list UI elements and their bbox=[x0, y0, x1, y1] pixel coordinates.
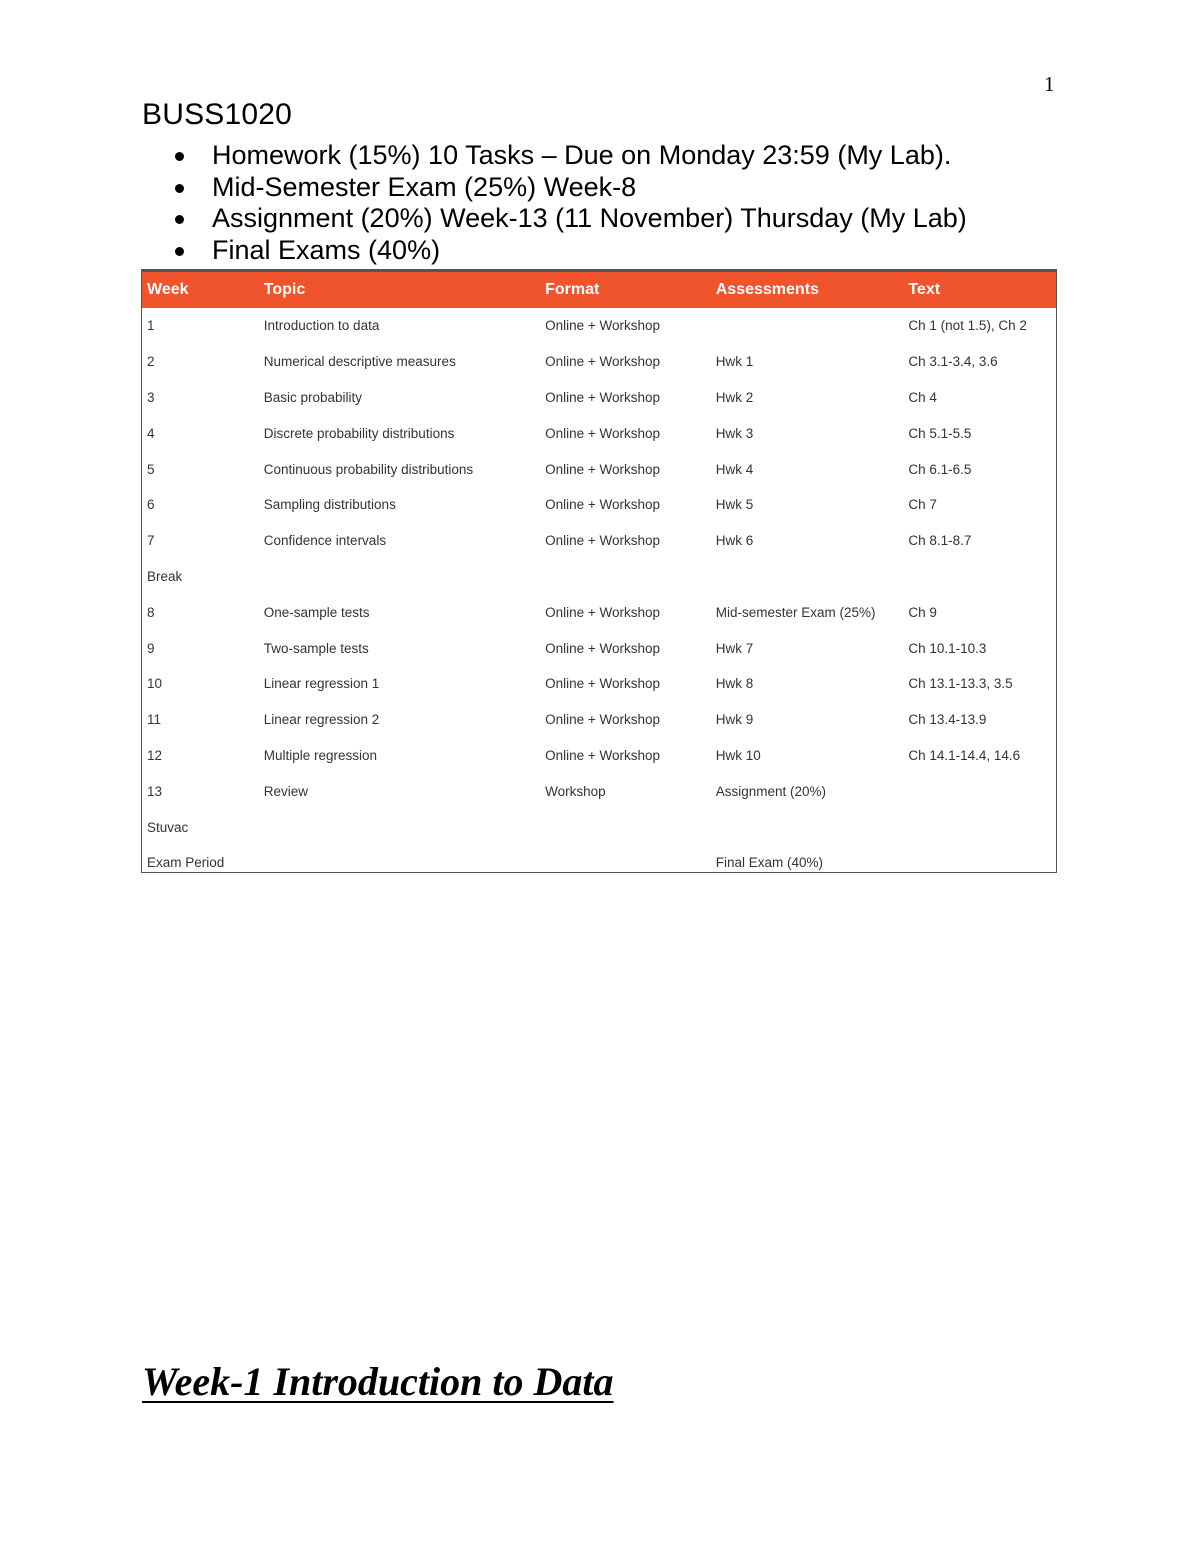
header-assessments: Assessments bbox=[715, 281, 819, 298]
schedule-header-row bbox=[142, 270, 1056, 308]
cell-week: 9 bbox=[147, 640, 155, 656]
page-number: 1 bbox=[1044, 72, 1055, 96]
cell-week: 1 bbox=[147, 318, 155, 334]
bullet-icon bbox=[175, 215, 184, 224]
cell-week: 13 bbox=[147, 783, 163, 799]
cell-topic: Numerical descriptive measures bbox=[263, 354, 456, 370]
cell-topic: Multiple regression bbox=[263, 747, 378, 763]
cell-topic: Linear regression 1 bbox=[263, 676, 380, 692]
cell-format: Online + Workshop bbox=[545, 497, 661, 513]
cell-assessments: Hwk 10 bbox=[715, 747, 761, 763]
assessment-summary-item bbox=[142, 172, 967, 204]
cell-week: 6 bbox=[147, 497, 155, 513]
assessment-summary-item bbox=[142, 140, 967, 172]
cell-assessments: Final Exam (40%) bbox=[715, 855, 824, 871]
cell-assessments: Hwk 9 bbox=[715, 712, 754, 728]
table-row bbox=[142, 487, 1056, 523]
cell-week: 8 bbox=[147, 604, 155, 620]
cell-week: 3 bbox=[147, 389, 155, 405]
cell-assessments: Hwk 4 bbox=[715, 461, 754, 477]
table-row bbox=[142, 809, 1056, 845]
cell-topic: Introduction to data bbox=[263, 318, 380, 334]
cell-format: Online + Workshop bbox=[545, 354, 661, 370]
assessment-summary-item bbox=[142, 235, 967, 267]
table-row bbox=[142, 702, 1056, 738]
cell-assessments: Hwk 5 bbox=[715, 497, 754, 513]
cell-week: 4 bbox=[147, 425, 155, 441]
cell-assessments: Hwk 8 bbox=[715, 676, 754, 692]
cell-text: Ch 10.1-10.3 bbox=[908, 640, 987, 656]
assessment-summary-text: Homework (15%) 10 Tasks – Due on Monday 23:59 (My Lab). bbox=[212, 140, 952, 170]
table-row bbox=[142, 666, 1056, 702]
course-schedule-table bbox=[141, 269, 1057, 873]
cell-week: 10 bbox=[147, 676, 163, 692]
cell-format: Online + Workshop bbox=[545, 640, 661, 656]
cell-topic: Linear regression 2 bbox=[263, 712, 380, 728]
bullet-icon bbox=[175, 247, 184, 256]
header-text: Text bbox=[908, 281, 941, 298]
cell-week: Stuvac bbox=[147, 819, 189, 835]
assessment-summary-text: Final Exams (40%) bbox=[212, 234, 441, 265]
cell-text: Ch 7 bbox=[908, 497, 937, 513]
cell-text: Ch 14.1-14.4, 14.6 bbox=[908, 747, 1021, 763]
cell-format: Online + Workshop bbox=[545, 425, 661, 441]
assessment-summary-list bbox=[142, 140, 967, 266]
cell-format: Online + Workshop bbox=[545, 712, 661, 728]
cell-week: 5 bbox=[147, 461, 155, 477]
cell-assessments: Hwk 2 bbox=[715, 389, 754, 405]
table-row bbox=[142, 308, 1056, 344]
table-row bbox=[142, 594, 1056, 630]
cell-week: 2 bbox=[147, 354, 155, 370]
assessment-summary-item bbox=[142, 203, 967, 235]
cell-topic: Continuous probability distributions bbox=[263, 461, 474, 477]
cell-text: Ch 6.1-6.5 bbox=[908, 461, 972, 477]
table-row bbox=[142, 773, 1056, 809]
cell-text: Ch 1 (not 1.5), Ch 2 bbox=[908, 318, 1027, 334]
cell-topic: One-sample tests bbox=[263, 604, 370, 620]
cell-week: Exam Period bbox=[147, 855, 225, 871]
cell-week: 7 bbox=[147, 533, 155, 549]
bullet-icon bbox=[175, 152, 184, 161]
schedule-body bbox=[142, 308, 1056, 881]
table-row bbox=[142, 451, 1056, 487]
cell-assessments: Mid-semester Exam (25%) bbox=[715, 604, 876, 620]
cell-text: Ch 4 bbox=[908, 389, 937, 405]
cell-format: Online + Workshop bbox=[545, 604, 661, 620]
table-row bbox=[142, 344, 1056, 380]
cell-topic: Confidence intervals bbox=[263, 533, 387, 549]
cell-topic: Basic probability bbox=[263, 389, 363, 405]
cell-format: Online + Workshop bbox=[545, 461, 661, 477]
cell-text: Ch 5.1-5.5 bbox=[908, 425, 972, 441]
cell-topic: Sampling distributions bbox=[263, 497, 396, 513]
cell-topic: Discrete probability distributions bbox=[263, 425, 455, 441]
cell-assessments: Assignment (20%) bbox=[715, 783, 827, 799]
course-code-title: BUSS1020 bbox=[142, 98, 293, 131]
table-row bbox=[142, 415, 1056, 451]
cell-text: Ch 8.1-8.7 bbox=[908, 533, 972, 549]
cell-text: Ch 9 bbox=[908, 604, 937, 620]
cell-week: Break bbox=[147, 568, 183, 584]
cell-format: Online + Workshop bbox=[545, 747, 661, 763]
cell-format: Online + Workshop bbox=[545, 389, 661, 405]
table-row bbox=[142, 630, 1056, 666]
table-row bbox=[142, 559, 1056, 595]
cell-format: Online + Workshop bbox=[545, 318, 661, 334]
cell-assessments: Hwk 6 bbox=[715, 533, 754, 549]
cell-assessments: Hwk 7 bbox=[715, 640, 754, 656]
section-heading: Week-1 Introduction to Data bbox=[142, 1359, 614, 1404]
cell-assessments: Hwk 1 bbox=[715, 354, 754, 370]
table-row bbox=[142, 523, 1056, 559]
assessment-summary-text: Mid-Semester Exam (25%) Week-8 bbox=[212, 171, 637, 202]
header-week: Week bbox=[147, 281, 189, 298]
cell-topic: Review bbox=[263, 783, 309, 799]
header-format: Format bbox=[545, 281, 600, 298]
table-row bbox=[142, 380, 1056, 416]
cell-text: Ch 3.1-3.4, 3.6 bbox=[908, 354, 998, 370]
cell-assessments: Hwk 3 bbox=[715, 425, 754, 441]
cell-format: Online + Workshop bbox=[545, 676, 661, 692]
table-row bbox=[142, 738, 1056, 774]
cell-text: Ch 13.1-13.3, 3.5 bbox=[908, 676, 1013, 692]
cell-format: Online + Workshop bbox=[545, 533, 661, 549]
assessment-summary-text: Assignment (20%) Week-13 (11 November) Thursday (My Lab) bbox=[212, 203, 967, 233]
cell-format: Workshop bbox=[545, 783, 606, 799]
cell-text: Ch 13.4-13.9 bbox=[908, 712, 987, 728]
table-row bbox=[142, 845, 1056, 881]
cell-topic: Two-sample tests bbox=[263, 640, 369, 656]
cell-week: 11 bbox=[147, 712, 162, 728]
cell-week: 12 bbox=[147, 747, 163, 763]
header-topic: Topic bbox=[263, 281, 306, 298]
bullet-icon bbox=[175, 184, 184, 193]
